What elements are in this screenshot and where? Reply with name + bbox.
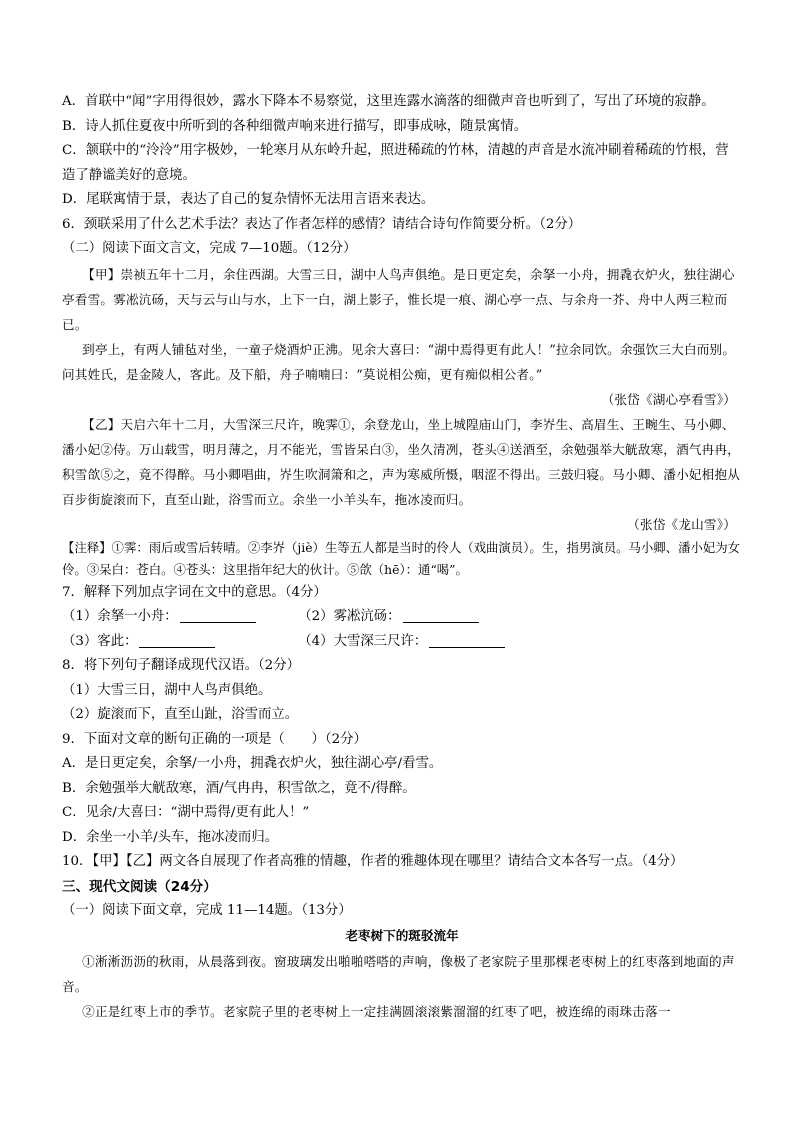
q8-item-1: （1）大雪三日，湖中人鸟声俱绝。 — [62, 682, 272, 698]
q5-option-a: A．首联中“闻”字用得很妙，露水下降本不易察觉，这里连露水滴落的细微声音也听到了，写出了环境的寂静。 — [62, 94, 715, 109]
q9-option-a: A．是日更定矣，余拏/一小舟，拥毳衣炉火，独往湖心亭/看雪。 — [62, 756, 443, 771]
jia-paragraph-2: 到亭上，有两人铺毡对坐，一童子烧酒炉正沸。见余大喜曰：“湖中焉得更有此人！”拉余同饮。余强饮三大白而别。问其姓氏，是金陵人，客此。及下船，舟子喃喃曰：“莫说相公痴，更有痴似相公者。” — [62, 341, 736, 382]
q7-item-2-label: （2）雾凇沆砀： — [298, 609, 401, 624]
q5-option-c: C．颔联中的“泠泠”用字极妙，一轮寒月从东岭升起，照进稀疏的竹林，清越的声音是水流冲刷着稀疏的竹根，营造了静谧美好的意境。 — [62, 143, 729, 183]
q7-item-1-label: （1）余拏一小舟： — [62, 609, 178, 624]
q7-item-2 — [298, 605, 530, 630]
jia-source: （张岱《湖心亭看雪》） — [601, 391, 736, 407]
answer-blank[interactable] — [180, 608, 256, 623]
q9-option-b: B．余勉强举大觥敌寒，酒/气冉冉，积雪欱之，竟不/得醉。 — [62, 780, 416, 796]
exam-page — [62, 90, 742, 1024]
question-7: 7．解释下列加点字词在文中的意思。（4分） — [62, 584, 327, 600]
answer-blank[interactable] — [429, 633, 505, 648]
question-6: 6．颈联采用了什么艺术手法？表达了作者怎样的感情？请结合诗句作简要分析。（2分） — [62, 216, 582, 232]
q9-option-c: C．见余/大喜曰：“湖中焉得/更有此人！” — [62, 805, 310, 820]
part3-heading: 三、现代文阅读（24分） — [62, 878, 217, 895]
article-paragraph-2: ②正是红枣上市的季节。老家院子里的老枣树上一定挂满圆滚滚紫溜溜的红枣了吧，被连绵的雨珠击落一 — [82, 1004, 671, 1019]
annotation-note: 【注释】①霁：雨后或雪后转晴。②李岕（jiè）生等五人都是当时的伶人（戏曲演员）。生，指男演员。马小卿、潘小妃为女伶。③呆白：苍白。④苍头：这里指年纪大的伙计。⑤欱（hē）：通“喝”。 — [62, 539, 741, 577]
q7-item-4-label: （4）大雪深三尺许： — [298, 633, 428, 649]
q7-row-1 — [62, 605, 742, 630]
q8-item-2: （2）旋滚而下，直至山趾，浴雪而立。 — [62, 707, 299, 722]
q7-row-2 — [62, 630, 742, 655]
answer-blank[interactable] — [403, 608, 479, 623]
q7-item-3-label: （3）客此： — [62, 633, 138, 649]
article-paragraph-1: ①淅淅沥沥的秋雨，从晨落到夜。窗玻璃发出啪啪嗒嗒的声响，像极了老家院子里那棵老枣树上的红枣落到地面的声音。 — [62, 954, 735, 994]
part3-subheading: （一）阅读下面文章，完成 11—14题。（13分） — [62, 902, 352, 918]
jia-paragraph-1: 【甲】崇祯五年十二月，余住西湖。大雪三日，湖中人鸟声俱绝。是日更定矣，余拏一小舟，拥毳衣炉火，独往湖心亭看雪。雾凇沆砀，天与云与山与水，上下一白，湖上影子，惟长堤一痕、湖心亭一点、与余舟一芥、舟中人两三粒而已。 — [62, 266, 735, 332]
answer-blank[interactable] — [139, 633, 215, 648]
q7-item-3 — [62, 630, 294, 655]
question-10: 10．【甲】【乙】两文各自展现了作者高雅的情趣，作者的雅趣体现在哪里？请结合文本各写一点。（4分） — [62, 854, 684, 869]
yi-source: （张岱《龙山雪》） — [627, 516, 736, 532]
q5-option-d: D．尾联寓情于景，表达了自己的复杂情怀无法用言语来表达。 — [62, 192, 435, 207]
q7-item-4 — [298, 630, 530, 655]
article-title: 老枣树下的斑驳流年 — [345, 928, 459, 943]
question-8: 8．将下列句子翻译成现代汉语。（2分） — [62, 658, 300, 673]
q9-option-d: D．余坐一小羊/头车，拖冰凌而归。 — [62, 829, 279, 845]
q5-option-b: B．诗人抓住夏夜中所听到的各种细微声响来进行描写，即事成咏，随景寓情。 — [62, 118, 528, 134]
question-9: 9．下面对文章的断句正确的一项是（ ）（2分） — [62, 731, 367, 747]
part2-heading: （二）阅读下面文言文，完成 7—10题。（12分） — [62, 241, 357, 256]
yi-paragraph: 【乙】天启六年十二月，大雪深三尺许，晚霁①，余登龙山，坐上城隍庙山门，李岕生、高眉生、王畹生、马小卿、潘小妃②侍。万山载雪，明月薄之，月不能光，雪皆呆白③，坐久清冽，苍头④送酒至，余勉强举大觥敌寒，酒气冉冉，积雪欱⑤之，竟不得醉。马小卿唱曲，岕生吹洞箫和之，声为寒威所慑，咽涩不得出。三鼓归寝。马小卿、潘小妃相抱从百步街旋滚而下，直至山趾，浴雪而立。余坐一小羊头车，拖冰凌而归。 — [62, 416, 741, 507]
q7-item-1 — [62, 605, 294, 630]
